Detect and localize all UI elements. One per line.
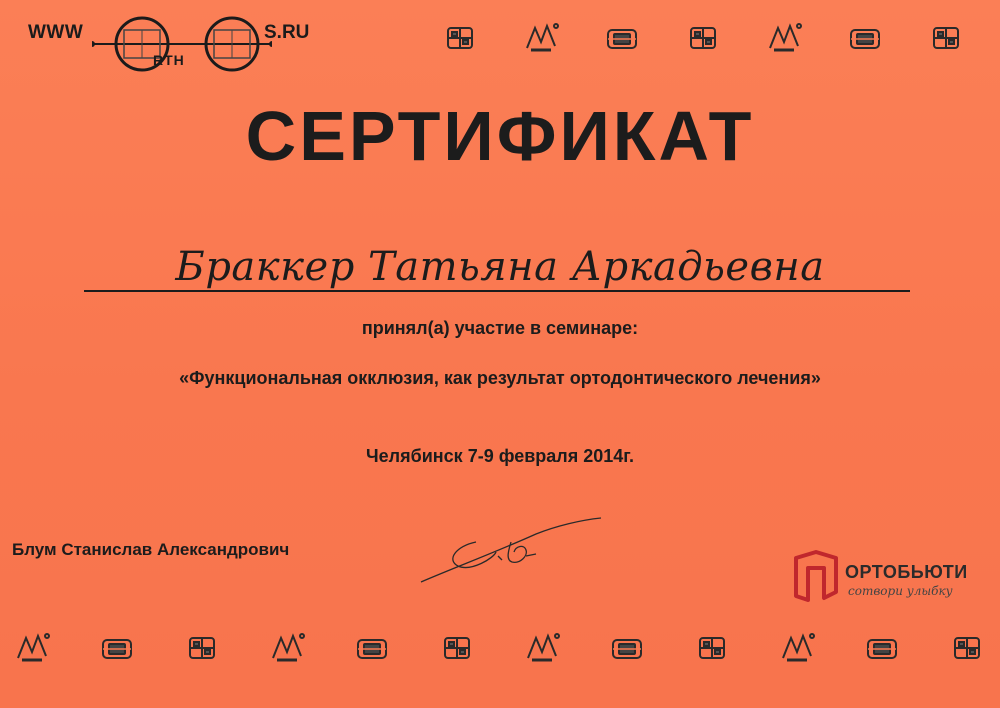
- bracket-icon: [683, 18, 723, 58]
- bracket-icon: [764, 18, 804, 58]
- bracket-icon: [522, 628, 562, 668]
- logo-domain-text: S.RU: [264, 22, 310, 43]
- bracket-icon: [437, 628, 477, 668]
- bracket-icon: [182, 628, 222, 668]
- logo-www-text: WWW: [28, 22, 84, 43]
- brand-name: ОРТОБЬЮТИ: [845, 562, 968, 582]
- bracket-icon: [926, 18, 966, 58]
- bottom-bracket-icons: [12, 628, 1000, 668]
- participation-text: принял(а) участие в семинаре:: [361, 318, 639, 338]
- certificate-title: СЕРТИФИКАТ: [245, 97, 755, 175]
- logo-rth-text: RTH: [153, 52, 185, 68]
- bracket-icon: [352, 628, 392, 668]
- bracket-icon: [267, 628, 307, 668]
- signatory-name: Блум Станислав Александрович: [12, 540, 290, 559]
- name-underline: [84, 290, 910, 292]
- recipient-name: Браккер Татьяна Аркадьевна: [175, 244, 825, 290]
- bracket-icon: [947, 628, 987, 668]
- signature: [416, 512, 606, 592]
- bracket-icon: [602, 18, 642, 58]
- ortobyuti-brand: [790, 548, 990, 608]
- seminar-title: «Функциональная окклюзия, как результат ортодонтического лечения»: [179, 368, 821, 388]
- bracket-icon: [440, 18, 480, 58]
- bracket-icon: [692, 628, 732, 668]
- location-date: Челябинск 7-9 февраля 2014г.: [366, 446, 634, 466]
- top-bracket-icons: [440, 18, 966, 58]
- bracket-icon: [607, 628, 647, 668]
- brand-tagline: сотвори улыбку: [848, 584, 953, 598]
- bracket-icon: [845, 18, 885, 58]
- brand-logo-icon: [790, 548, 842, 604]
- orthos-logo: [28, 14, 328, 74]
- bracket-icon: [521, 18, 561, 58]
- bracket-icon: [862, 628, 902, 668]
- bracket-icon: [97, 628, 137, 668]
- bracket-icon: [777, 628, 817, 668]
- bracket-icon: [12, 628, 52, 668]
